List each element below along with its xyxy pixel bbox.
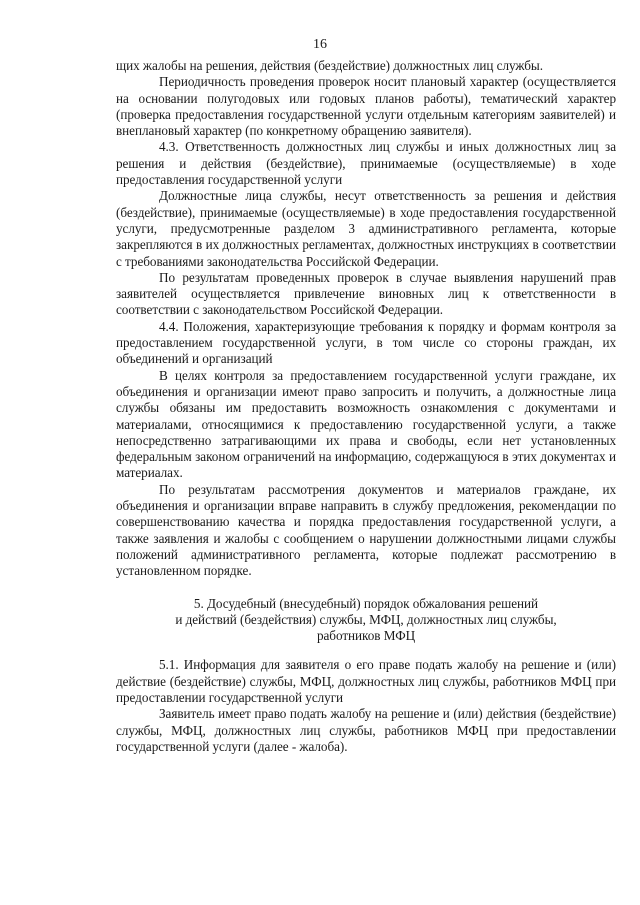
heading-line: работников МФЦ <box>316 628 416 644</box>
paragraph: Периодичность проведения проверок носит плановый характер (осуществляется на основании полугодовых или годовых планов работы), тематический характер (проверка предоставления государственной услуги отдельным категориям заявителей) и внеплановый характер (по конкретному обращению заявителя). <box>116 74 616 139</box>
heading-line: 5. Досудебный (внесудебный) порядок обжалования решений <box>193 595 539 611</box>
section-heading-5 <box>116 596 616 645</box>
section-heading-4-3: 4.3. Ответственность должностных лиц службы и иных должностных лиц за решения и действия (бездействие), принимаемые (осуществляемые) в ходе предоставления государственной услуги <box>116 139 616 188</box>
paragraph: Должностные лица службы, несут ответственность за решения и действия (бездействие), принимаемые (осуществляемые) в ходе предоставления государственной услуги, предусмотренные разделом 3 административного регламента, которые закрепляются в их должностных регламентах, должностных инструкциях в соответствии с требованиями законодательства Российской Федерации. <box>116 188 616 269</box>
document-body <box>116 58 616 755</box>
paragraph: По результатам рассмотрения документов и материалов граждане, их объединения и организации вправе направить в службу предложения, рекомендации по совершенствованию качества и порядка предоставления государственной услуги, а также заявления и жалобы с сообщением о нарушении должностными лицами службы положений административного регламента, которые подлежат рассмотрению в установленном порядке. <box>116 481 616 579</box>
section-heading-4-4: 4.4. Положения, характеризующие требования к порядку и формам контроля за предоставлением государственной услуги, в том числе со стороны граждан, их объединений и организаций <box>116 318 616 367</box>
paragraph: щих жалобы на решения, действия (бездействие) должностных лиц службы. <box>116 58 543 73</box>
page-number: 16 <box>313 37 327 52</box>
section-heading-5-1: 5.1. Информация для заявителя о его праве подать жалобу на решение и (или) действие (бездействие) службы, МФЦ, должностных лиц службы, работников МФЦ при предоставлении государственной услуги <box>116 657 616 705</box>
heading-line: и действий (бездействия) службы, МФЦ, должностных лиц службы, <box>175 611 557 627</box>
paragraph: В целях контроля за предоставлением государственной услуги граждане, их объединения и организации имеют право запросить и получить, а должностные лица службы обязаны им предоставить возможность ознакомления с документами и материалами, относящимися к предоставлению государственной услуги, а также непосредственно затрагивающими их права и свободы, если нет установленных федеральным законом ограничений на информацию, содержащуюся в этих документах и материалах. <box>116 367 616 481</box>
paragraph: По результатам проведенных проверок в случае выявления нарушений прав заявителей осуществляется привлечение виновных лиц к ответственности в соответствии с законодательством Российской Федерации. <box>116 269 616 318</box>
paragraph: Заявитель имеет право подать жалобу на решение и (или) действия (бездействие) службы, МФЦ, должностных лиц службы, работников МФЦ при предоставлении государственной услуги (далее - жалоба). <box>116 706 616 754</box>
